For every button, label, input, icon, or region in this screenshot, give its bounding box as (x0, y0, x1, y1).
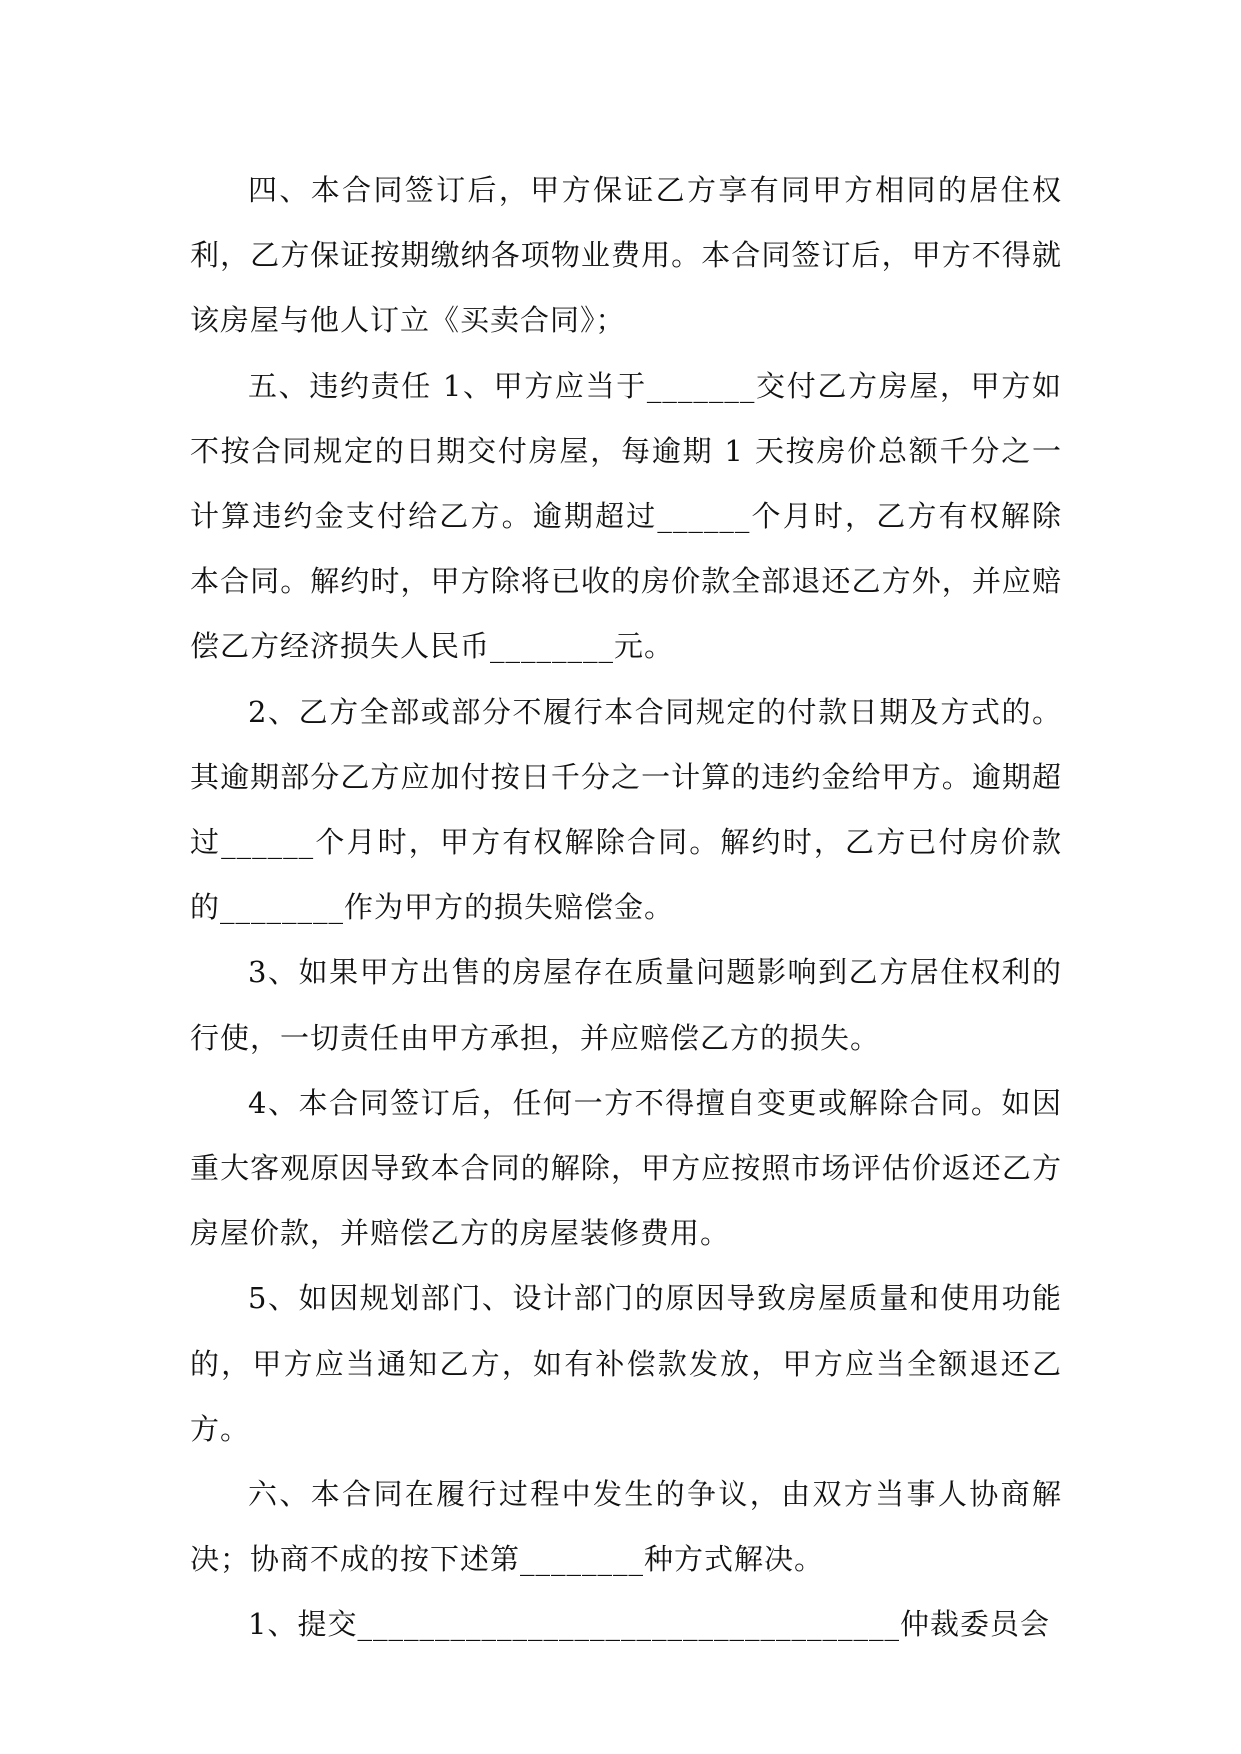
paragraph-clause-5-item-5: 5、如因规划部门、设计部门的原因导致房屋质量和使用功能的，甲方应当通知乙方，如有补偿款发放，甲方应当全额退还乙方。 (190, 1281, 1062, 1446)
document-body (190, 158, 1062, 1658)
paragraph-clause-5-item-3: 3、如果甲方出售的房屋存在质量问题影响到乙方居住权利的行使，一切责任由甲方承担，并应赔偿乙方的损失。 (190, 955, 1062, 1055)
paragraph-clause-5-item-4: 4、本合同签订后，任何一方不得擅自变更或解除合同。如因重大客观原因导致本合同的解除，甲方应按照市场评估价返还乙方房屋价款，并赔偿乙方的房屋装修费用。 (190, 1085, 1062, 1251)
paragraph-clause-6-item-1: 1、提交___________________________________仲裁委员会 (248, 1607, 1050, 1642)
paragraph-clause-5-item-2: 2、乙方全部或部分不履行本合同规定的付款日期及方式的。其逾期部分乙方应加付按日千分之一计算的违约金给甲方。逾期超过______个月时，甲方有权解除合同。解约时，乙方已付房价款的________作为甲方的损失赔偿金。 (190, 694, 1062, 925)
paragraph-clause-6: 六、本合同在履行过程中发生的争议，由双方当事人协商解决；协商不成的按下述第________种方式解决。 (190, 1477, 1062, 1577)
paragraph-clause-5-breach-liability: 五、违约责任 1、甲方应当于_______交付乙方房屋，甲方如不按合同规定的日期交付房屋，每逾期 1 天按房价总额千分之一计算违约金支付给乙方。逾期超过______个月时，乙方有权解除本合同。解约时，甲方除将已收的房价款全部退还乙方外，并应赔偿乙方经济损失人民币________元。 (190, 368, 1062, 664)
paragraph-clause-4: 四、本合同签订后，甲方保证乙方享有同甲方相同的居住权利，乙方保证按期缴纳各项物业费用。本合同签订后，甲方不得就该房屋与他人订立《买卖合同》； (190, 173, 1062, 338)
